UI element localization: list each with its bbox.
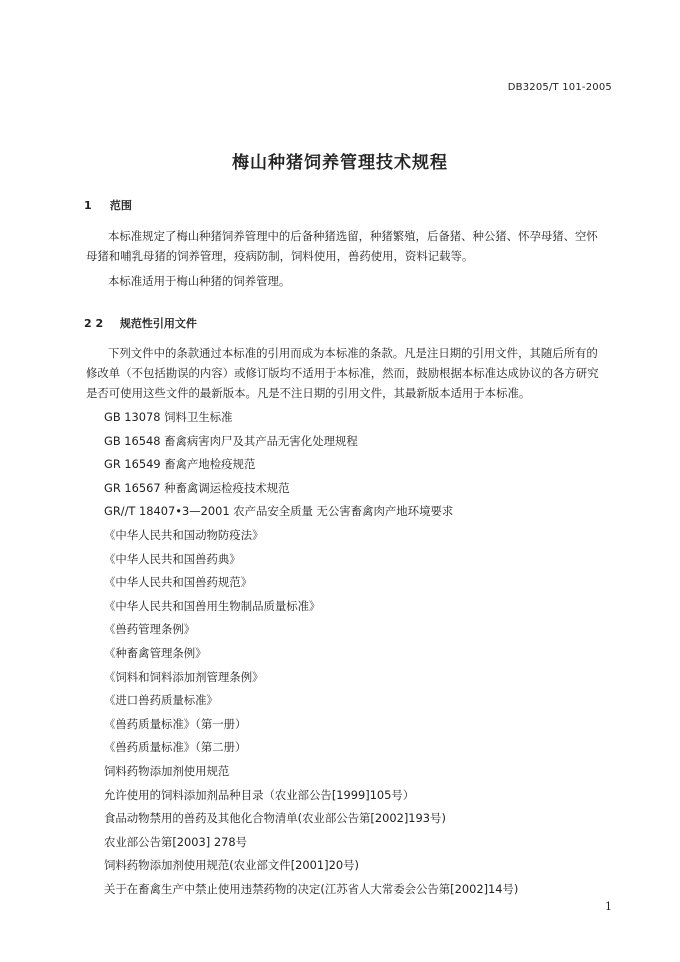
reference-item: 农业部公告第[2003] 278号 bbox=[104, 834, 247, 849]
reference-item: GB 13078 饲料卫生标准 bbox=[104, 410, 233, 424]
reference-item: 《中华人民共和国动物防疫法》 bbox=[104, 527, 264, 542]
scope-paragraph-1 bbox=[86, 226, 618, 266]
section-heading-scope bbox=[84, 197, 132, 213]
reference-item: 允许使用的饲料添加剂品种目录（农业部公告[1999]105号） bbox=[104, 787, 415, 802]
reference-item: 食品动物禁用的兽药及其他化合物清单(农业部公告第[2002]193号) bbox=[104, 811, 446, 826]
text-line: 母猪和哺乳母猪的饲养管理，疫病防制，饲料使用，兽药使用，资料记载等。 bbox=[86, 249, 474, 263]
page-number: 1 bbox=[605, 900, 612, 913]
reference-item: 《进口兽药质量标准》 bbox=[104, 693, 218, 708]
section-number: 1 bbox=[84, 199, 92, 212]
reference-item: GR 16549 畜禽产地检疫规范 bbox=[104, 457, 256, 472]
reference-list bbox=[104, 406, 518, 901]
reference-item: 《中华人民共和国兽用生物制品质量标准》 bbox=[104, 598, 321, 613]
reference-item: 饲料药物添加剂使用规范(农业部文件[2001]20号) bbox=[104, 858, 359, 873]
section-title: 范围 bbox=[109, 199, 132, 212]
text-line: 本标准规定了梅山种猪饲养管理中的后备种猪选留，种猪繁殖，后备猪、种公猪、怀孕母猪、空怀 bbox=[108, 229, 598, 243]
reference-item: 《中华人民共和国兽药典》 bbox=[104, 551, 241, 566]
standard-code: DB3205/T 101-2005 bbox=[507, 82, 612, 93]
reference-item: GB 16548 畜禽病害肉尸及其产品无害化处理规程 bbox=[104, 433, 358, 448]
reference-item: GR 16567 种畜禽调运检疫技术规范 bbox=[104, 480, 290, 495]
text-line: 本标准适用于梅山种猪的饲养管理。 bbox=[108, 274, 291, 288]
text-line: 修改单（不包括勘误的内容）或修订版均不适用于本标准，然而，鼓励根据本标准达成协议的各方研究 bbox=[86, 366, 599, 380]
reference-item: 关于在畜禽生产中禁止使用违禁药物的决定(江苏省人大常委会公告第[2002]14号) bbox=[104, 881, 519, 896]
reference-item: 《中华人民共和国兽药规范》 bbox=[104, 575, 253, 590]
section-title: 规范性引用文件 bbox=[119, 317, 197, 330]
reference-item: GR/​/T 18407•3—2001 农产品安全质量 无公害畜禽肉产地环境要求 bbox=[104, 504, 454, 519]
text-line: 下列文件中的条款通过本标准的引用而成为本标准的条款。凡是注日期的引用文件，其随后所有的 bbox=[108, 346, 598, 360]
reference-item: 饲料药物添加剂使用规范 bbox=[104, 763, 230, 778]
document-title: 梅山种猪饲养管理技术规程 bbox=[232, 153, 448, 173]
references-intro-paragraph bbox=[86, 343, 618, 403]
section-heading-normative-references bbox=[84, 315, 197, 331]
reference-item: 《兽药质量标准》（第一册） bbox=[104, 716, 247, 731]
text-line: 是否可使用这些文件的最新版本。凡是不注日期的引用文件，其最新版本适用于本标准。 bbox=[86, 386, 531, 400]
scope-paragraph-2 bbox=[86, 271, 618, 291]
reference-item: 《种畜禽管理条例》 bbox=[104, 645, 207, 660]
reference-item: 《兽药质量标准》（第二册） bbox=[104, 740, 247, 755]
reference-item: 《兽药管理条例》 bbox=[104, 622, 196, 637]
reference-item: 《饲料和饲料添加剂管理条例》 bbox=[104, 669, 264, 684]
section-number: 2 2 bbox=[84, 317, 104, 330]
